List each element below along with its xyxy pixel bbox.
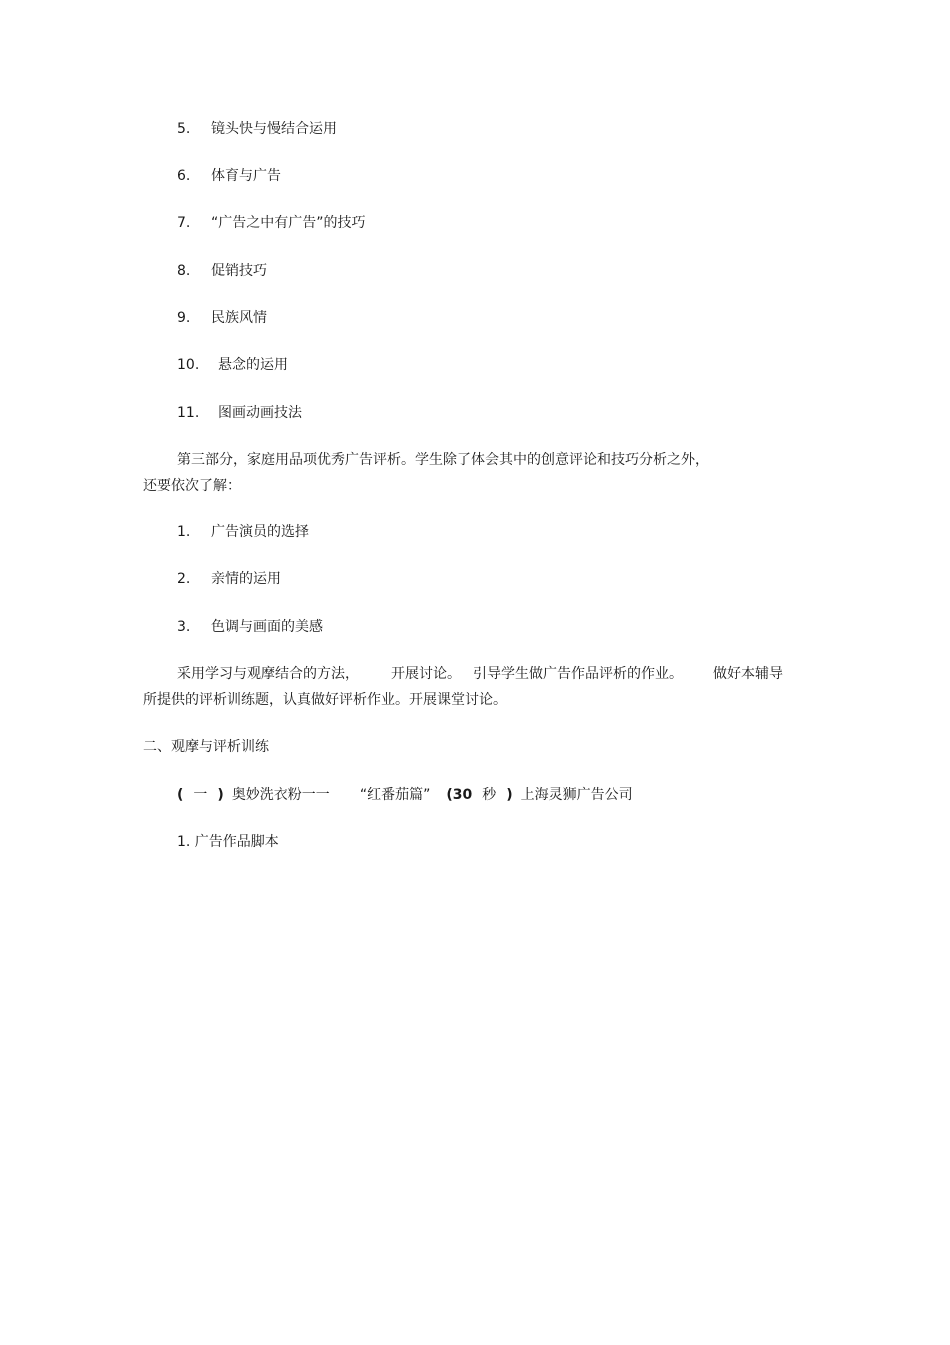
text-segment: 开展讨论。	[391, 666, 461, 682]
paragraph-line: 还要依次了解：	[143, 478, 241, 494]
list-text: 图画动画技法	[218, 405, 302, 421]
case-duration: (30	[446, 787, 473, 803]
paragraph-line	[177, 665, 783, 683]
list-text: 促销技巧	[211, 263, 267, 279]
list-text: 镜头快与慢结合运用	[211, 121, 337, 137]
section-heading: 二、观摩与评析训练	[143, 739, 269, 755]
case-index: 一	[193, 787, 208, 803]
list-text: “广告之中有广告”的技巧	[211, 215, 366, 231]
case-agency: 上海灵狮广告公司	[520, 787, 633, 803]
list-item	[177, 214, 366, 232]
case-duration-unit: 秒	[482, 787, 497, 803]
list-text: 广告演员的选择	[211, 524, 309, 540]
list-number: 1.	[177, 524, 191, 540]
case-title: “红番茄篇”	[359, 787, 431, 803]
subsection-heading: 1. 广告作品脚本	[177, 834, 279, 850]
list-item	[177, 404, 302, 422]
list-number: 10.	[177, 357, 200, 373]
list-text: 体育与广告	[211, 168, 281, 184]
list-number: 7.	[177, 215, 191, 231]
list-text: 色调与画面的美感	[211, 619, 323, 635]
list-number: 11.	[177, 405, 200, 421]
list-item	[177, 356, 288, 374]
list-item	[177, 120, 337, 138]
list-text: 民族风情	[211, 310, 267, 326]
list-item	[177, 523, 309, 541]
list-item	[177, 167, 281, 185]
paren-close: )	[506, 787, 513, 803]
paren-open: (	[177, 787, 184, 803]
list-number: 8.	[177, 263, 191, 279]
list-item	[177, 262, 267, 280]
case-heading	[177, 786, 633, 804]
list-number: 9.	[177, 310, 191, 326]
list-number: 2.	[177, 571, 191, 587]
case-product: 奥妙洗衣粉一一	[231, 787, 330, 803]
paren-close: )	[217, 787, 224, 803]
list-text: 亲情的运用	[211, 571, 281, 587]
text-segment: 做好本辅导	[713, 666, 783, 682]
paragraph-line: 所提供的评析训练题，认真做好评析作业。开展课堂讨论。	[143, 692, 507, 708]
list-item	[177, 570, 281, 588]
text-segment: 引导学生做广告作品评析的作业。	[473, 666, 683, 682]
list-item	[177, 309, 267, 327]
list-item	[177, 618, 323, 636]
list-text: 悬念的运用	[218, 357, 288, 373]
text-segment: 采用学习与观摩结合的方法，	[177, 666, 359, 682]
list-number: 3.	[177, 619, 191, 635]
list-number: 5.	[177, 121, 191, 137]
paragraph-line: 第三部分，家庭用品项优秀广告评析。学生除了体会其中的创意评论和技巧分析之外，	[177, 452, 709, 468]
list-number: 6.	[177, 168, 191, 184]
